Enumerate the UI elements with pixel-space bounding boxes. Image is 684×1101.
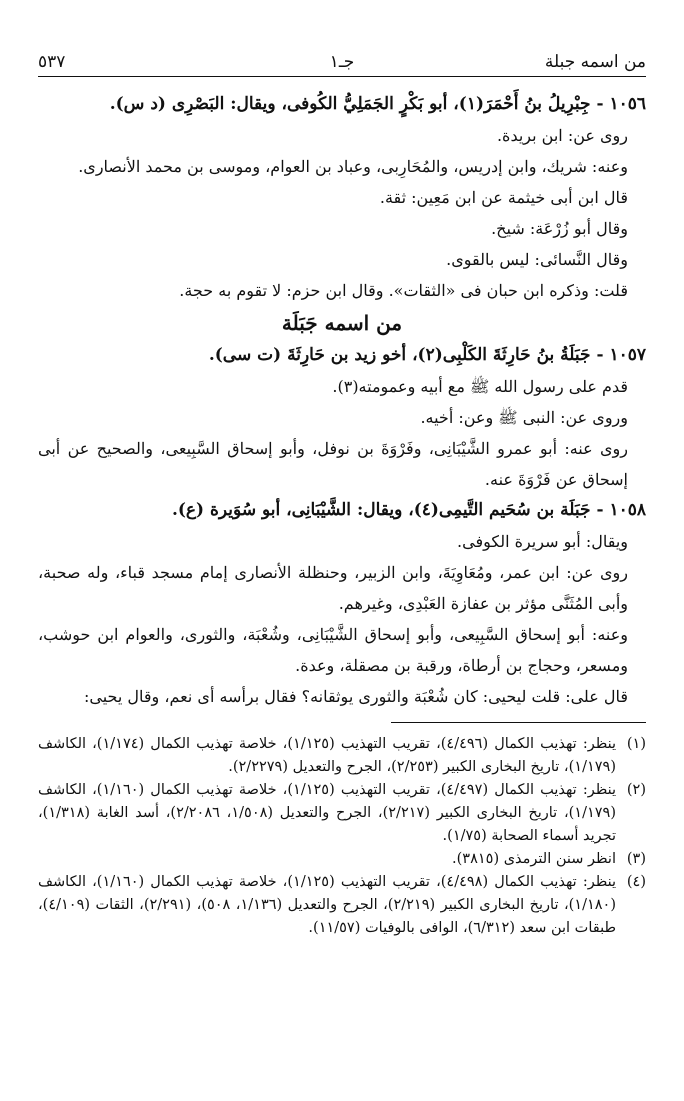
paragraph: وعنه: شريك، وابن إدريس، والمُحَارِبى، وعباد بن العوام، وموسى بن محمد الأنصارى. [78,157,628,176]
paragraph: قال ابن أبى خيثمة عن ابن مَعِين: ثقة. [379,188,628,207]
page-number: ٥٣٧ [38,52,66,72]
paragraph: قال على: قلت ليحيى: كان شُعْبَة والثورى يوثقانه؟ فقال برأسه أى نعم، وقال يحيى: [83,687,628,706]
paragraph: وروى عن: النبى ﷺ وعن: أخيه. [420,408,628,427]
footnote-text: ينظر: تهذيب الكمال (٤/٤٩٦)، تقريب التهذيب (١/١٢٥)، خلاصة تهذيب الكمال (١/١٧٤)، الكاشف (١/١٧٩)، تاريخ البخارى الكبير (٢/٢٥٣)، الجرح والتعديل (٢/٢٢٧٩). [38,736,617,775]
footnote [38,779,646,848]
paragraph: قدم على رسول الله ﷺ مع أبيه وعمومته(٣). [332,377,628,396]
entry-heading-1056: ١٠٥٦ - جِبْرِيلُ بنُ أَحْمَرَ(١)، أبو بَكْرٍ الجَمَلِيُّ الكُوفى، ويقال: البَصْرِى (د س). [109,94,646,114]
paragraph: روى عن: ابن بريدة. [496,126,628,145]
footnotes [38,733,646,940]
footnote-number: (٤) [626,874,646,890]
header-volume: جـ١ [329,52,355,72]
footnote [38,871,646,940]
footnote-text: ينظر: تهذيب الكمال (٤/٤٩٧)، تقريب التهذيب (١/١٢٥)، خلاصة تهذيب الكمال (١/١٦٠)، الكاشف (١/١٧٩)، تاريخ البخارى الكبير (٢/٢١٧)، الجرح والتعديل (١/٥٠٨، ٢/٢٠٨٦)، أسد الغابة (١/٣١٨)، تجريد أسماء الصحابة (١/٧٥). [38,782,617,844]
header-section-title: من اسمه جبلة [544,52,646,72]
footnote-text: انظر سنن الترمذى (٣٨١٥). [452,851,616,867]
footnote-number: (٢) [626,782,646,798]
paragraph: ويقال: أبو سريرة الكوفى. [457,532,628,551]
paragraph: روى عنه: أبو عمرو الشَّيْبَانِى، وفَرْوَةَ بن نوفل، وأبو إسحاق السَّبِيعى، والصحيح عن أبى إسحاق عن فَرْوَةَ عنه. [38,439,628,489]
paragraph: روى عن: ابن عمر، ومُعَاوِيَةَ، وابن الزبير، وحنظلة الأنصارى إمام مسجد قباء، وله صحبة، وأبى المُثَنَّى مؤثر بن عفازة العَبْدِى، وغيرهم. [38,563,628,613]
section-heading: من اسمه جَبَلَة [281,311,403,335]
header-rule [38,76,646,77]
footnote-number: (١) [626,736,646,752]
entry-heading-1057: ١٠٥٧ - جَبَلَةُ بنُ حَارِثَةَ الكَلْبِى(٢)، أخو زيد بن حَارِثَةَ (ت سى). [208,345,646,365]
footnote-text: ينظر: تهذيب الكمال (٤/٤٩٨)، تقريب التهذيب (١/١٢٥)، خلاصة تهذيب الكمال (١/١٦٠)، الكاشف (١/١٨٠)، تاريخ البخارى الكبير (٢/٢١٩)، الجرح والتعديل (١/١٣٦، ٥٠٨)، (٢/٢٩١)، الثقات (٤/١٠٩)، طبقات ابن سعد (٦/٣١٢)، الوافى بالوفيات (١١/٥٧). [38,874,617,936]
running-header [38,46,646,76]
entry-heading-1058: ١٠٥٨ - جَبَلَة بن سُحَيم التَّيمِى(٤)، ويقال: الشَّيْبَانِى، أبو سُوَيرة (ع). [171,500,646,520]
paragraph: وقال النَّسائى: ليس بالقوى. [446,250,628,269]
main-text [38,89,646,712]
paragraph: وقال أبو زُرْعَة: شيخ. [491,219,628,238]
paragraph: وعنه: أبو إسحاق السَّبِيعى، وأبو إسحاق الشَّيْبَانِى، وشُعْبَة، والثورى، والعوام ابن حوشب، ومسعر، وحجاج بن أرطاة، ورقبة بن مصقلة، وعدة. [38,625,628,675]
footnote [38,848,646,871]
footnote [38,733,646,779]
paragraph: قلت: وذكره ابن حبان فى «الثقات». وقال ابن حزم: لا تقوم به حجة. [179,281,628,300]
footnote-number: (٣) [626,851,646,867]
footnote-rule [391,722,646,723]
